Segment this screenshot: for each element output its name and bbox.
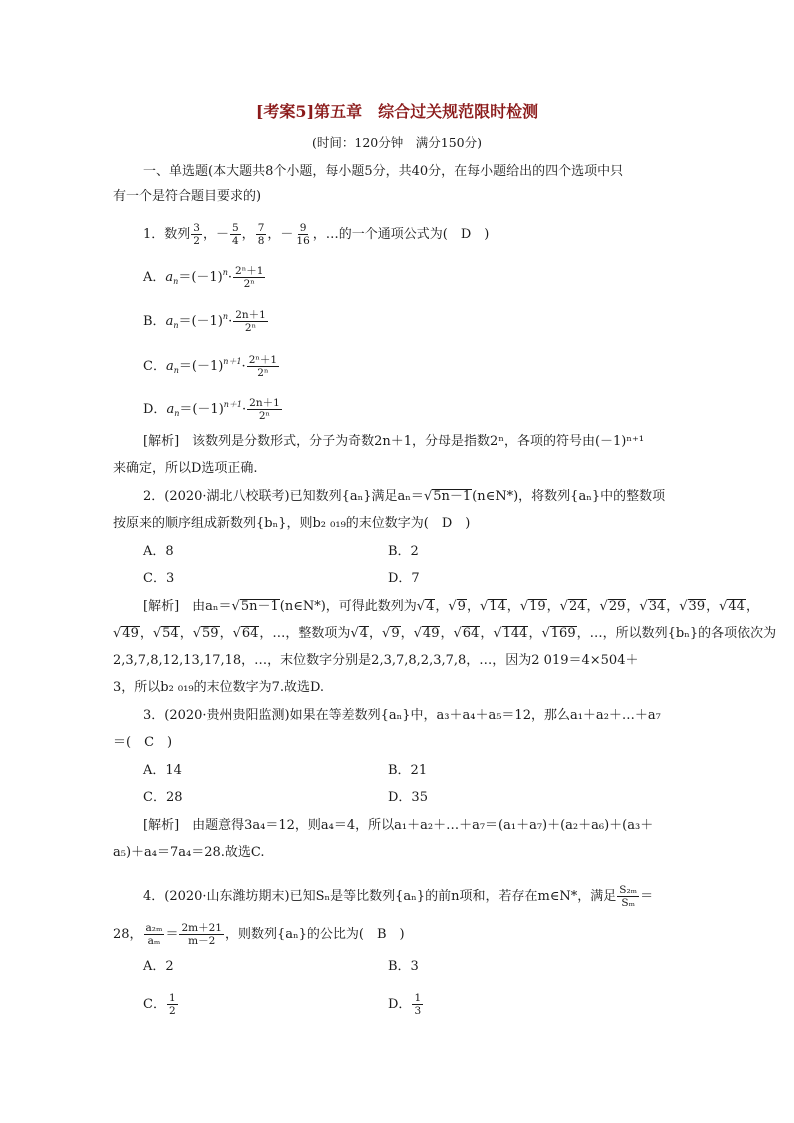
q3-line1: 3．(2020·贵州贵阳监测)如果在等差数列{aₙ}中，a₃＋a₄＋a₅＝12，那么a₁＋a₂＋…＋a₇ [143,708,661,723]
q2-analysis-line4: 3，所以b₂ ₀₁₉的末位数字为7.故选D. [113,680,325,695]
q2-option-c: C．3 [143,571,175,586]
page-title: [考案5]第五章 综合过关规范限时检测 [255,102,539,121]
q1-term-4: $\frac{9}{16}$ [296,222,310,247]
q4-option-b: B．3 [388,959,419,974]
q1-analysis-line1: [解析] 该数列是分数形式，分子为奇数2n＋1，分母是指数2ⁿ，各项的符号由(－1)ⁿ⁺¹ [143,434,645,449]
q1-option-a: A．$a_n=(-1)^n\cdot$ $\frac{\text{2ⁿ＋1}}{\text{2ⁿ}}$ [143,265,264,290]
q3-analysis-line1: [解析] 由题意得3a₄＝12，则a₄＝4，所以a₁＋a₂＋…＋a₇＝(a₁＋a₇)＋(a₂＋a₆)＋(a₃＋ [143,818,654,833]
q2-analysis-line2: √49，√54，√59，√64，…，整数项为√4，√9，√49，√64，√144，√169，…，所以数列{bₙ}的各项依次为 [113,626,777,641]
q1-term-3: $\frac{7}{8}$ [257,222,265,247]
q1-option-c: C．$a_n=(-1)^{n+1}\cdot$ $\frac{\text{2ⁿ＋1}}{\text{2ⁿ}}$ [143,354,278,379]
q2-option-b: B．2 [388,544,419,559]
q1-option-d: D．$a_n=(-1)^{n+1}\cdot$ $\frac{2n+1}{\text{2ⁿ}}$ [143,397,280,422]
q4-line2: 28， $\frac{\text{a₂ₘ}}{\text{aₘ}}$ ＝ $\frac{2m+21}{m-2}$ ，则数列{aₙ}的公比为( B ) [113,922,405,947]
q4-line1: 4．(2020·山东潍坊期末)已知Sₙ是等比数列{aₙ}的前n项和，若存在m∈N*，满足 $\frac{\text{S₂ₘ}}{\text{Sₘ}}$ ＝ [143,884,654,909]
q3-line2: ＝( C ) [113,735,173,750]
q2-line1: 2．(2020·湖北八校联考)已知数列{aₙ}满足aₙ＝√5n－1(n∈N*)，将数列{aₙ}中的整数项 [143,489,666,504]
q1-analysis-line2: 来确定，所以D选项正确. [113,461,258,476]
q3-option-b: B．21 [388,763,428,778]
q1-term-2: $\frac{5}{4}$ [231,222,239,247]
q4-option-a: A．2 [143,959,174,974]
page-subtitle: (时间：120分钟 满分150分) [312,135,482,150]
q1-stem-suffix: ，…的一个通项公式为( D ) [312,227,490,242]
q2-option-a: A．8 [143,544,174,559]
q3-option-c: C．28 [143,790,183,805]
q3-option-d: D．35 [388,790,428,805]
q2-analysis-line3: 2,3,7,8,12,13,17,18，…，末位数字分别是2,3,7,8,2,3,7,8，…，因为2 019＝4×504＋ [113,653,639,668]
q3-analysis-line2: a₅)＋a₄＝7a₄＝28.故选C. [113,845,265,860]
q4-option-c: C． $\frac{1}{2}$ [143,992,176,1017]
q1-stem-prefix: 1．数列 [143,227,191,242]
q1-stem: 1．数列 $\frac{3}{2}$ ，－ $\frac{5}{4}$ ， $\frac{7}{8}$ ，－ $\frac{9}{16}$ ，…的一个通项公式为( D ) [143,222,490,247]
q4-option-d: D． $\frac{1}{3}$ [388,992,422,1017]
section-intro-line1: 一、单选题(本大题共8个小题，每小题5分，共40分，在每小题给出的四个选项中只 [143,164,624,179]
q1-term-1: $\frac{3}{2}$ [193,222,200,247]
q1-option-b: B．$a_n=(-1)^n\cdot$ $\frac{2n+1}{\text{2ⁿ}}$ [143,309,266,334]
q2-option-d: D．7 [388,571,420,586]
q3-option-a: A．14 [143,763,182,778]
q2-line2: 按原来的顺序组成新数列{bₙ}，则b₂ ₀₁₉的末位数字为( D ) [113,516,471,531]
q2-analysis-line1: [解析] 由aₙ＝√5n－1(n∈N*)，可得此数列为√4，√9，√14，√19，√24，√29，√34，√39，√44， [143,599,759,614]
section-intro-line2: 有一个是符合题目要求的) [113,189,262,204]
